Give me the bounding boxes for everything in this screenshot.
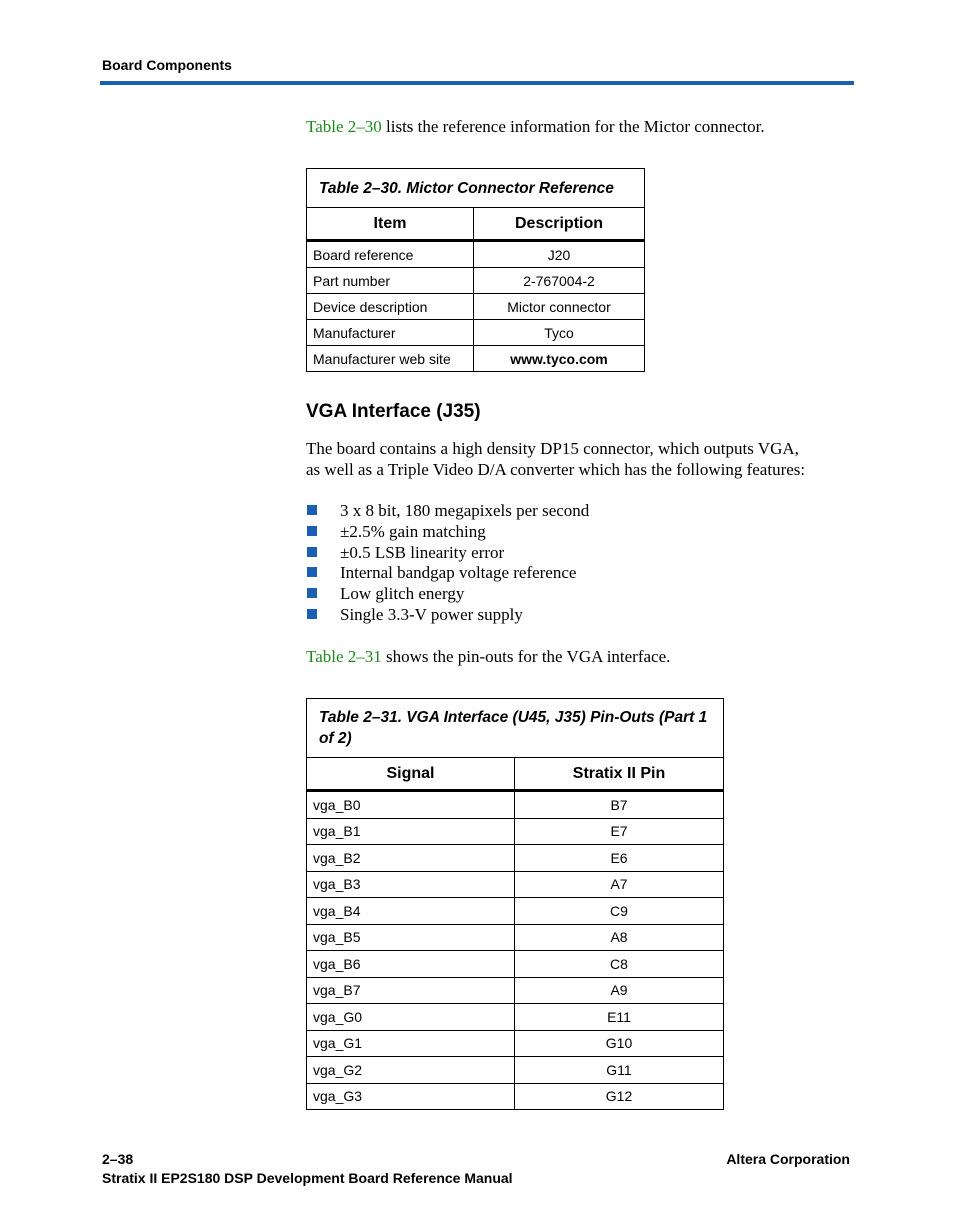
table31-header-pin: Stratix II Pin bbox=[515, 758, 724, 791]
table31-xref-link[interactable]: Table 2–31 bbox=[306, 647, 382, 666]
intro-table31-paragraph bbox=[306, 646, 670, 667]
table-cell: E6 bbox=[515, 845, 724, 872]
table-cell: vga_G3 bbox=[307, 1083, 515, 1110]
table-cell: G10 bbox=[515, 1030, 724, 1057]
table-row bbox=[307, 294, 645, 320]
table-row bbox=[307, 818, 724, 845]
table-row bbox=[307, 268, 645, 294]
table-cell: Tyco bbox=[474, 320, 645, 346]
table-cell: E11 bbox=[515, 1004, 724, 1031]
table30-caption: Table 2–30. Mictor Connector Reference bbox=[307, 169, 645, 208]
table-row bbox=[307, 871, 724, 898]
running-header: Board Components bbox=[102, 57, 232, 73]
table-cell: Manufacturer web site bbox=[307, 346, 474, 372]
table31-caption: Table 2–31. VGA Interface (U45, J35) Pin-Outs (Part 1 of 2) bbox=[307, 699, 724, 758]
table-cell: Board reference bbox=[307, 241, 474, 268]
table-row bbox=[307, 977, 724, 1004]
table-cell: C9 bbox=[515, 898, 724, 925]
table-row bbox=[307, 791, 724, 819]
table30-header-description: Description bbox=[474, 208, 645, 241]
table-cell: B7 bbox=[515, 791, 724, 819]
table-row bbox=[307, 346, 645, 372]
bullet-square-icon bbox=[307, 588, 317, 598]
table-cell: vga_B0 bbox=[307, 791, 515, 819]
table-cell: Manufacturer bbox=[307, 320, 474, 346]
table-cell: vga_B4 bbox=[307, 898, 515, 925]
table-cell: vga_G2 bbox=[307, 1057, 515, 1084]
feature-list bbox=[306, 500, 589, 625]
table-cell: Device description bbox=[307, 294, 474, 320]
table-cell: A7 bbox=[515, 871, 724, 898]
bullet-square-icon bbox=[307, 609, 317, 619]
footer-company: Altera Corporation bbox=[726, 1151, 850, 1167]
table-row bbox=[307, 241, 645, 268]
list-item: ±2.5% gain matching bbox=[306, 521, 589, 542]
paragraph-line: as well as a Triple Video D/A converter which has the following features: bbox=[306, 460, 806, 479]
table-row bbox=[307, 924, 724, 951]
table-row bbox=[307, 845, 724, 872]
bullet-square-icon bbox=[307, 567, 317, 577]
table-cell: vga_G1 bbox=[307, 1030, 515, 1057]
header-rule bbox=[100, 81, 854, 85]
intro-table30-text: lists the reference information for the Mictor connector. bbox=[381, 117, 765, 136]
table-cell: J20 bbox=[474, 241, 645, 268]
table30-header-item: Item bbox=[307, 208, 474, 241]
list-item: ±0.5 LSB linearity error bbox=[306, 542, 589, 563]
bullet-square-icon bbox=[307, 547, 317, 557]
vga-description-paragraph bbox=[306, 438, 805, 480]
list-item: Internal bandgap voltage reference bbox=[306, 562, 589, 583]
table-cell: Mictor connector bbox=[474, 294, 645, 320]
table-row bbox=[307, 1057, 724, 1084]
paragraph-line: The board contains a high density DP15 connector, which outputs VGA, bbox=[306, 439, 799, 458]
table-row bbox=[307, 1004, 724, 1031]
table-cell: vga_B1 bbox=[307, 818, 515, 845]
tyco-website-link[interactable]: www.tyco.com bbox=[474, 346, 645, 372]
table-cell: vga_G0 bbox=[307, 1004, 515, 1031]
footer-manual-title: Stratix II EP2S180 DSP Development Board Reference Manual bbox=[102, 1170, 513, 1186]
table-row bbox=[307, 1030, 724, 1057]
table-cell: vga_B3 bbox=[307, 871, 515, 898]
table31-header-signal: Signal bbox=[307, 758, 515, 791]
table-cell: A9 bbox=[515, 977, 724, 1004]
list-item: Low glitch energy bbox=[306, 583, 589, 604]
table-row bbox=[307, 898, 724, 925]
table-cell: Part number bbox=[307, 268, 474, 294]
table-cell: A8 bbox=[515, 924, 724, 951]
intro-table30-paragraph bbox=[306, 116, 765, 137]
table-row bbox=[307, 1083, 724, 1110]
table30-xref-link[interactable]: Table 2–30 bbox=[306, 117, 382, 136]
table-cell: G12 bbox=[515, 1083, 724, 1110]
table-cell: vga_B6 bbox=[307, 951, 515, 978]
table-cell: C8 bbox=[515, 951, 724, 978]
table-cell: G11 bbox=[515, 1057, 724, 1084]
bullet-square-icon bbox=[307, 526, 317, 536]
footer-page-number: 2–38 bbox=[102, 1151, 134, 1167]
list-item: 3 x 8 bit, 180 megapixels per second bbox=[306, 500, 589, 521]
table-cell: 2-767004-2 bbox=[474, 268, 645, 294]
bullet-square-icon bbox=[307, 505, 317, 515]
vga-pinout-table bbox=[306, 698, 724, 1110]
table-row bbox=[307, 951, 724, 978]
table-cell: vga_B7 bbox=[307, 977, 515, 1004]
section-heading-vga: VGA Interface (J35) bbox=[306, 401, 481, 422]
table-cell: vga_B5 bbox=[307, 924, 515, 951]
intro-table31-text: shows the pin-outs for the VGA interface. bbox=[381, 647, 671, 666]
table-cell: vga_B2 bbox=[307, 845, 515, 872]
table-row bbox=[307, 320, 645, 346]
list-item: Single 3.3-V power supply bbox=[306, 604, 589, 625]
mictor-reference-table bbox=[306, 168, 645, 372]
table-cell: E7 bbox=[515, 818, 724, 845]
